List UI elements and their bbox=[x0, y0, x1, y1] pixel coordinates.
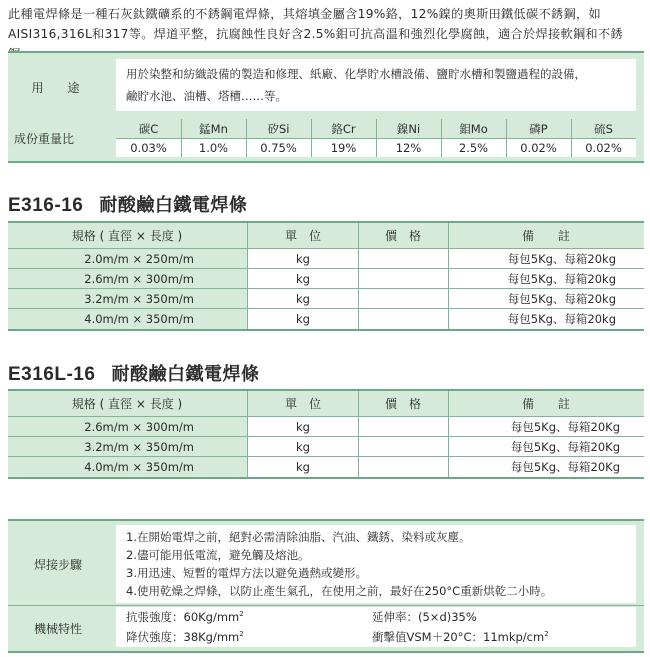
impact-value: 衝擊值VSM＋20°C：$11mkp/cm^2$ bbox=[372, 630, 549, 644]
element-value: 2.5% bbox=[458, 141, 489, 155]
spec-cell: 3.2m/m × 350m/m bbox=[84, 291, 194, 306]
header-spec: 規格 ( 直徑 × 長度 ) bbox=[71, 397, 183, 411]
procedure-steps bbox=[126, 528, 631, 600]
unit-cell: kg bbox=[296, 271, 310, 286]
unit-cell: kg bbox=[296, 291, 310, 306]
unit-cell: kg bbox=[296, 251, 310, 266]
price-cell bbox=[358, 417, 448, 436]
price-cell bbox=[358, 437, 448, 456]
procedure-step: 1.在開始電焊之前，絕對必需清除油脂、汽油、鐵銹、染料或灰塵。 bbox=[126, 530, 471, 544]
unit-cell: kg bbox=[296, 312, 310, 326]
element-value: 0.75% bbox=[260, 141, 297, 155]
column-divider bbox=[311, 119, 312, 157]
table-row bbox=[8, 457, 644, 477]
element-header: 鉻Cr bbox=[331, 121, 356, 136]
procedure-step: 2.儘可能用低電流，避免觸及熔池。 bbox=[126, 548, 310, 562]
element-header: 鎳Ni bbox=[396, 121, 421, 136]
spec-cell: 2.6m/m × 300m/m bbox=[84, 419, 194, 434]
table-header-row bbox=[8, 223, 644, 248]
table-header-row bbox=[8, 391, 644, 416]
price-cell bbox=[358, 457, 448, 477]
column-divider bbox=[571, 119, 572, 157]
header-note: 備 註 bbox=[521, 397, 570, 411]
price-cell bbox=[358, 289, 448, 308]
note-cell: 每包5Kg、每箱20Kg bbox=[510, 419, 620, 434]
column-divider bbox=[376, 119, 377, 157]
element-value: 0.02% bbox=[585, 141, 622, 155]
column-divider bbox=[246, 119, 247, 157]
usage-label: 用 途 bbox=[31, 80, 80, 95]
section1-name: 耐酸鹼白鐵電焊條 bbox=[99, 195, 248, 216]
procedure-step: 4.使用乾燥之焊條，以防止產生氣孔，在使用之前，最好在250°C重新烘乾二小時。 bbox=[126, 584, 553, 598]
yield-strength: 降伏強度：$38Kg/mm^2$ bbox=[126, 630, 244, 644]
table-row bbox=[8, 309, 644, 329]
element-value: 0.02% bbox=[520, 141, 557, 155]
price-cell bbox=[358, 309, 448, 329]
note-cell: 每包5Kg、每箱20kg bbox=[507, 291, 616, 306]
unit-cell: kg bbox=[296, 439, 310, 454]
element-header: 錳Mn bbox=[199, 121, 228, 136]
usage-text bbox=[126, 63, 636, 107]
properties-panel bbox=[8, 51, 644, 163]
procedure-label: 焊接步驟 bbox=[33, 557, 82, 572]
tensile-strength: 抗張強度：$60Kg/mm^2$ bbox=[126, 610, 244, 624]
intro-line-2: AISI316,316L和317等。焊道平整，抗腐蝕性良好含2.5%鉬可抗高溫和強烈化學腐蝕，適合於焊接軟鋼和不銹 bbox=[8, 27, 623, 41]
unit-cell: kg bbox=[296, 460, 310, 474]
element-header: 鉬Mo bbox=[459, 121, 488, 136]
price-cell bbox=[358, 249, 448, 268]
element-value: 1.0% bbox=[198, 141, 229, 155]
spec-cell: 4.0m/m × 350m/m bbox=[84, 460, 194, 474]
section1-model: E316-16 bbox=[8, 195, 84, 216]
table-row bbox=[8, 417, 644, 436]
welding-info-panel bbox=[8, 519, 644, 653]
element-value: 19% bbox=[330, 141, 357, 155]
intro-line-1: 此種電焊條是一種石灰鈦鐵礦系的不銹鋼電焊條，其熔填金屬含19%鉻，12%鎳的奧斯田鐵低碳不銹鋼，如 bbox=[8, 7, 601, 21]
section2-model: E316L-16 bbox=[8, 364, 96, 385]
spec-cell: 2.0m/m × 250m/m bbox=[84, 251, 194, 266]
note-cell: 每包5Kg、每箱20Kg bbox=[510, 439, 620, 454]
note-cell: 每包5Kg、每箱20Kg bbox=[510, 460, 620, 474]
section2-title bbox=[8, 360, 259, 386]
section1-title bbox=[8, 191, 247, 217]
header-unit: 單 位 bbox=[284, 397, 321, 411]
column-divider bbox=[441, 119, 442, 157]
spec-cell: 3.2m/m × 350m/m bbox=[84, 439, 194, 454]
header-note: 備 註 bbox=[521, 229, 570, 243]
header-price: 價 格 bbox=[384, 397, 421, 411]
element-header: 磷P bbox=[529, 121, 548, 136]
table-row bbox=[8, 289, 644, 308]
note-cell: 每包5Kg、每箱20kg bbox=[507, 251, 616, 266]
section1-table bbox=[8, 221, 644, 331]
elongation: 延伸率：(5×d)35% bbox=[372, 610, 477, 624]
column-divider bbox=[181, 119, 182, 157]
spec-cell: 4.0m/m × 350m/m bbox=[84, 312, 194, 326]
section2-name: 耐酸鹼白鐵電焊條 bbox=[111, 364, 260, 385]
table-row bbox=[8, 249, 644, 268]
unit-cell: kg bbox=[296, 419, 310, 434]
section2-table bbox=[8, 389, 644, 479]
composition-label: 成份重量比 bbox=[14, 131, 75, 146]
usage-text-line-1: 用於染整和紡織設備的製造和修理、紙廠、化學貯水槽設備、鹽貯水槽和製鹽過程的設備， bbox=[126, 67, 586, 81]
header-unit: 單 位 bbox=[284, 229, 321, 243]
element-value: 0.03% bbox=[130, 141, 167, 155]
usage-text-line-2: 鹼貯水池、油槽、塔槽……等。 bbox=[126, 89, 287, 103]
table-row bbox=[8, 437, 644, 456]
element-header: 碳C bbox=[138, 121, 159, 136]
mechanical-label: 機械特性 bbox=[33, 621, 82, 636]
table-row bbox=[8, 269, 644, 288]
element-header: 矽Si bbox=[267, 121, 290, 136]
note-cell: 每包5Kg、每箱20kg bbox=[507, 271, 616, 286]
spec-cell: 2.6m/m × 300m/m bbox=[84, 271, 194, 286]
element-header: 硫S bbox=[594, 121, 613, 136]
note-cell: 每包5Kg、每箱20kg bbox=[507, 312, 616, 326]
header-spec: 規格 ( 直徑 × 長度 ) bbox=[71, 229, 183, 243]
element-value: 12% bbox=[395, 141, 422, 155]
price-cell bbox=[358, 269, 448, 288]
column-divider bbox=[506, 119, 507, 157]
procedure-step: 3.用迅速、短暫的電焊方法以避免過熱或變形。 bbox=[126, 566, 367, 580]
header-price: 價 格 bbox=[384, 229, 421, 243]
